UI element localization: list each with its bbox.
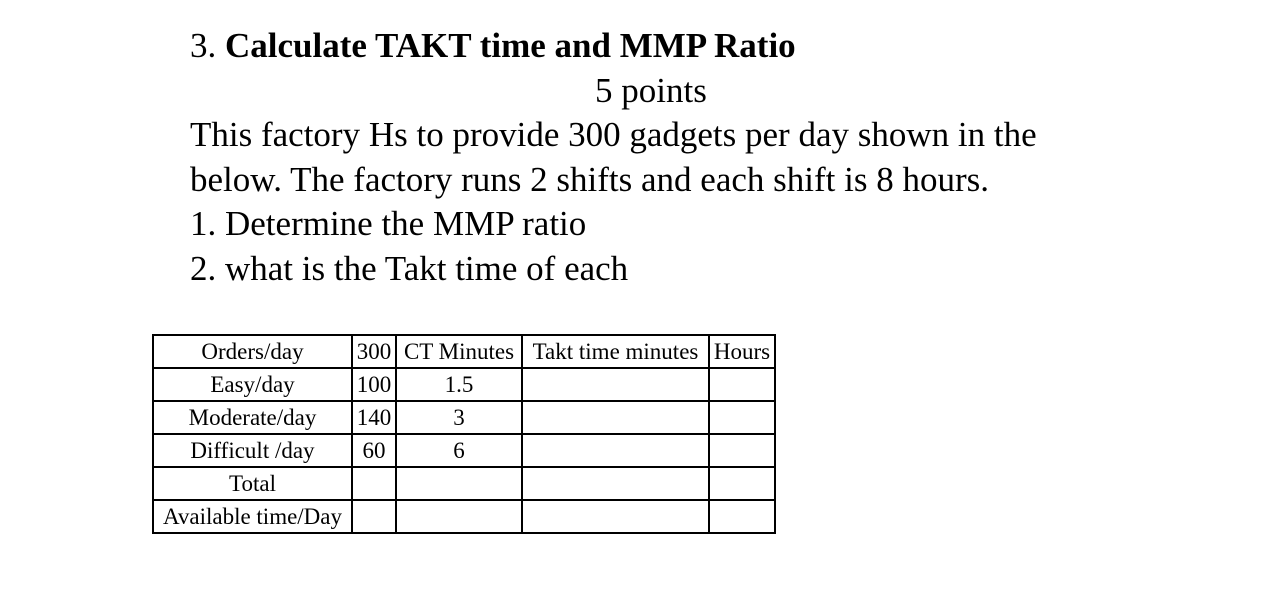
table-header-cell: CT Minutes [396,335,522,368]
table-cell [709,368,775,401]
table-cell [709,401,775,434]
orders-table [152,334,776,534]
table-cell [352,500,396,533]
table-cell: Difficult /day [153,434,352,467]
table-row [153,467,775,500]
table-cell [396,500,522,533]
table-cell [522,467,709,500]
table-row [153,368,775,401]
question-title: Calculate TAKT time and MMP Ratio [225,26,796,65]
table-cell [396,467,522,500]
table-cell: 6 [396,434,522,467]
table-row [153,401,775,434]
table-cell: 100 [352,368,396,401]
table-cell [709,434,775,467]
table-cell [709,467,775,500]
question-body-line-2: below. The factory runs 2 shifts and each shift is 8 hours. [190,159,990,199]
table-cell: 140 [352,401,396,434]
table-header-cell: Hours [709,335,775,368]
table-cell: Moderate/day [153,401,352,434]
question-number: 3. [190,26,217,65]
question-item-1: 1. Determine the MMP ratio [190,204,587,243]
table-cell: 3 [396,401,522,434]
table-cell: Easy/day [153,368,352,401]
table-row [153,434,775,467]
table-cell [522,368,709,401]
table-header-cell: 300 [352,335,396,368]
table-header-row [153,335,775,368]
table-row [153,500,775,533]
table-header-cell: Orders/day [153,335,352,368]
question-body-line-1: This factory Hs to provide 300 gadgets per day shown in the [190,115,1037,154]
question-block [190,24,1190,291]
table-cell [522,434,709,467]
question-item-2: 2. what is the Takt time of each [190,248,629,288]
question-points: 5 points [595,70,707,110]
table-header-cell: Takt time minutes [522,335,709,368]
table-cell [352,467,396,500]
table-cell: 1.5 [396,368,522,401]
table-cell: 60 [352,434,396,467]
table-cell: Total [153,467,352,500]
table-cell [522,401,709,434]
table-cell [522,500,709,533]
question-heading [190,24,1190,69]
table-cell [709,500,775,533]
table-cell: Available time/Day [153,500,352,533]
